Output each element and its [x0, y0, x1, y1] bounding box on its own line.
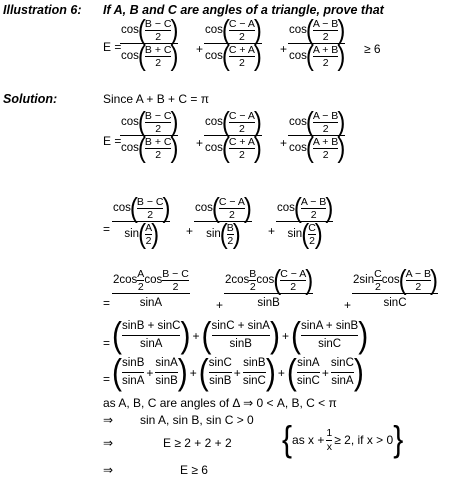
step4-row: ( sinB + sinC sinA ) + ( sinC + sinA sinB ) + ( sinA + sinB sinC )	[112, 315, 369, 355]
plus-sign: +	[344, 298, 352, 312]
illustration-label: Illustration 6:	[3, 3, 82, 17]
fraction-product-1: 2cos A 2 cos B − C 2 sinA	[113, 268, 189, 309]
implies-arrow: ⇒	[103, 413, 114, 427]
equals-sign: =	[103, 372, 111, 386]
fraction-cos-sin-2: cos ( C − A 2 ) sin ( B 2 )	[195, 192, 252, 250]
step5-row: ( sinB sinA + sinA sinB ) + ( sinC sinB + sinB sinC ) + ( sinA sinC + sinC sinA )	[112, 352, 364, 392]
plus-sign: +	[268, 224, 276, 238]
problem-statement: If A, B and C are angles of a triangle, prove that	[103, 3, 384, 17]
fraction-product-2: 2cos B 2 cos ( C − A 2 ) sinB	[225, 264, 314, 309]
equals-sign: =	[103, 296, 111, 310]
fraction-1: cos ( B − C 2 ) cos ( B + C 2 )	[121, 14, 179, 72]
fraction-cos-sin-1: cos ( B − C 2 ) sin ( A 2 )	[113, 192, 171, 250]
plus-sign: +	[280, 136, 288, 150]
fraction-2: cos ( C − A 2 ) cos ( C + A 2 )	[205, 106, 262, 164]
equals-sign: =	[103, 222, 111, 236]
equals-sign: =	[103, 336, 111, 350]
plus-sign: +	[280, 42, 288, 56]
fraction-2: cos ( C − A 2 ) cos ( C + A 2 )	[205, 14, 262, 72]
triangle-note: as A, B, C are angles of Δ ⇒ 0 < A, B, C < π	[103, 396, 337, 410]
fraction-3: cos ( A − B 2 ) cos ( A + B 2 )	[289, 106, 346, 164]
sin-positive-line: sin A, sin B, sin C > 0	[140, 413, 254, 427]
fraction-1: cos ( B − C 2 ) cos ( B + C 2 )	[121, 106, 179, 164]
fraction-3: cos ( A − B 2 ) cos ( A + B 2 )	[289, 14, 346, 72]
plus-sign: +	[216, 298, 224, 312]
implies-arrow: ⇒	[103, 463, 114, 477]
final-result: E ≥ 6	[180, 463, 208, 477]
plus-sign: +	[196, 136, 204, 150]
e-ge-sum-line: E ≥ 2 + 2 + 2	[163, 436, 232, 450]
am-gm-note: { as x + 1 x ≥ 2, if x > 0 }	[282, 419, 404, 460]
since-line: Since A + B + C = π	[103, 92, 210, 106]
fraction-cos-sin-3: cos ( A − B 2 ) sin ( C 2 )	[277, 192, 334, 250]
e-equals: E =	[103, 40, 122, 54]
fraction-product-3: 2sin C 2 cos ( A − B 2 ) sinC	[353, 264, 439, 309]
ge-six: ≥ 6	[364, 42, 381, 56]
plus-sign: +	[186, 224, 194, 238]
e-equals: E =	[103, 134, 122, 148]
solution-label: Solution:	[3, 92, 58, 106]
plus-sign: +	[196, 42, 204, 56]
implies-arrow: ⇒	[103, 436, 114, 450]
